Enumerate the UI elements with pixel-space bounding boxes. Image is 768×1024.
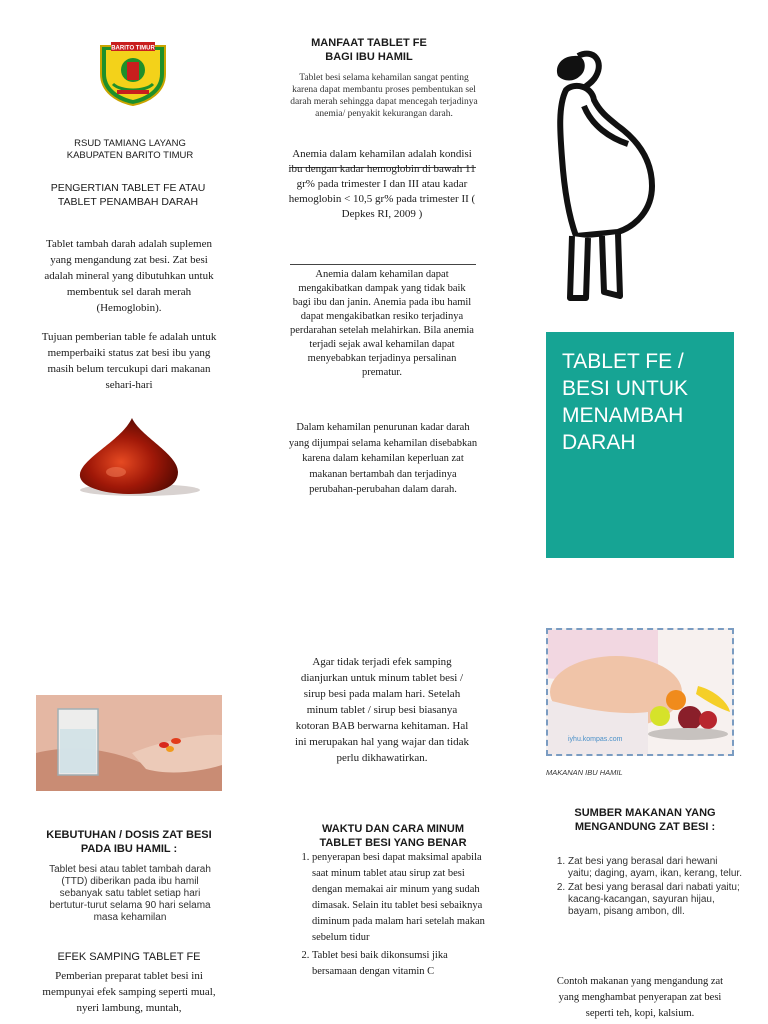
blood-drop-image [66, 414, 212, 500]
kebutuhan-heading: KEBUTUHAN / DOSIS ZAT BESI PADA IBU HAMIL : [46, 829, 212, 855]
pregnant-belly-fruit-photo [546, 628, 734, 756]
hospital-line1: RSUD TAMIANG LAYANG [74, 138, 186, 149]
waktu-heading: WAKTU DAN CARA MINUM TABLET BESI YANG BENAR [319, 823, 467, 849]
pregnant-woman-silhouette [548, 46, 658, 316]
manfaat-heading: MANFAAT TABLET FE BAGI IBU HAMIL [311, 37, 427, 63]
waktu-item: 1. penyerapan besi dapat maksimal apabila saat minum tablet atau sirup zat besi dengan memakai air minum yang sudah dimasak. Selain itu tablet besi sebaiknya diminum pada malam hari setelah makan sebelum tidur [312, 850, 492, 946]
sumber-item: 2. Zat besi yang berasal dari nabati yaitu; kacang-kacangan, sayuran hijau, bayam, pisang ambon, dll. [568, 882, 744, 918]
kebutuhan-text: Tablet besi atau tablet tambah darah (TTD) diberikan pada ibu hamil sebanyak satu tablet setiap hari bertutur-turut selama 90 hari selama masa kehamilan [49, 864, 211, 923]
cover-title-box [546, 332, 734, 558]
anemia-paragraph-2: Anemia dalam kehamilan dapat mengakibatkan dampak yang tidak baik bagi ibu dan janin. Anemia pada ibu hamil dapat mengakibatkan resiko terjadinya perdarahan setelah melahirkan. Bila anemia terjadi sejak awal kehamilan dapat menyebabkan terjadinya persalinan prematur. [290, 269, 474, 378]
regency-logo [97, 40, 169, 106]
pengertian-paragraph-1: Tablet tambah darah adalah suplemen yang mengandung zat besi. Zat besi adalah mineral yang dibutuhkan untuk membentuk sel darah merah (Hemoglobin). [44, 238, 214, 314]
sumber-heading: SUMBER MAKANAN YANG MENGANDUNG ZAT BESI : [574, 807, 716, 833]
contoh-text: Contoh makanan yang mengandung zat yang menghambat penyerapan zat besi seperti teh, kopi, kalsium. [556, 976, 724, 1019]
pengertian-heading: PENGERTIAN TABLET FE ATAU TABLET PENAMBAH DARAH [50, 182, 206, 208]
anemia-paragraph-1: Anemia dalam kehamilan adalah kondisi ibu dengan kadar hemoglobin di bawah 11 gr% pada trimester I dan III atau kadar hemoglobin < 10,5 gr% pada trimester II ( Depkes RI, 2009 ) [288, 148, 476, 220]
pengertian-paragraph-2: Tujuan pemberian table fe adalah untuk memperbaiki status zat besi ibu yang masih belum tercukupi dari makanan sehari-hari [41, 331, 217, 391]
rule-bottom-anemia [290, 264, 476, 265]
manfaat-text: Tablet besi selama kehamilan sangat penting karena dapat membantu proses pembentukan sel darah merah sehingga dapat mencegah terjadinya anemia/ penyakit kekurangan darah. [290, 73, 478, 119]
hand-with-water-image [36, 695, 222, 791]
efek-text: Pemberian preparat tablet besi ini mempunyai efek samping seperti mual, nyeri lambung, muntah, [42, 970, 216, 1014]
waktu-item: 2. Tablet besi baik dikonsumsi jika bersamaan dengan vitamin C [312, 948, 492, 980]
cover-title: TABLET FE / BESI UNTUK MENAMBAH DARAH [562, 350, 689, 454]
sumber-list [550, 856, 744, 920]
anemia-paragraph-3: Dalam kehamilan penurunan kadar darah yang dijumpai selama kehamilan disebabkan karena dalam kehamilan keperluan zat makanan bertambah dan terjadinya perubahan-perubahan dalam darah. [288, 422, 478, 495]
logo-banner-text: BARITO TIMUR [111, 45, 155, 52]
photo-caption: MAKANAN IBU HAMIL [546, 768, 623, 777]
efek-heading: EFEK SAMPING TABLET FE [57, 951, 201, 963]
hospital-name [40, 138, 220, 162]
sumber-item: 1. Zat besi yang berasal dari hewani yaitu; daging, ayam, ikan, kerang, telur. [568, 856, 744, 880]
waktu-list [294, 850, 492, 982]
hospital-line2: KABUPATEN BARITO TIMUR [66, 150, 194, 161]
photo-watermark: iyhu.kompas.com [568, 736, 623, 743]
efek-samping-paragraph: Agar tidak terjadi efek samping dianjurkan untuk minum tablet besi / sirup besi pada malam hari. Setelah minum tablet / sirup besi biasanya kotoran BAB berwarna kehitaman. Hal ini merupakan hal yang wajar dan tidak perlu dikhawatirkan. [294, 656, 470, 764]
